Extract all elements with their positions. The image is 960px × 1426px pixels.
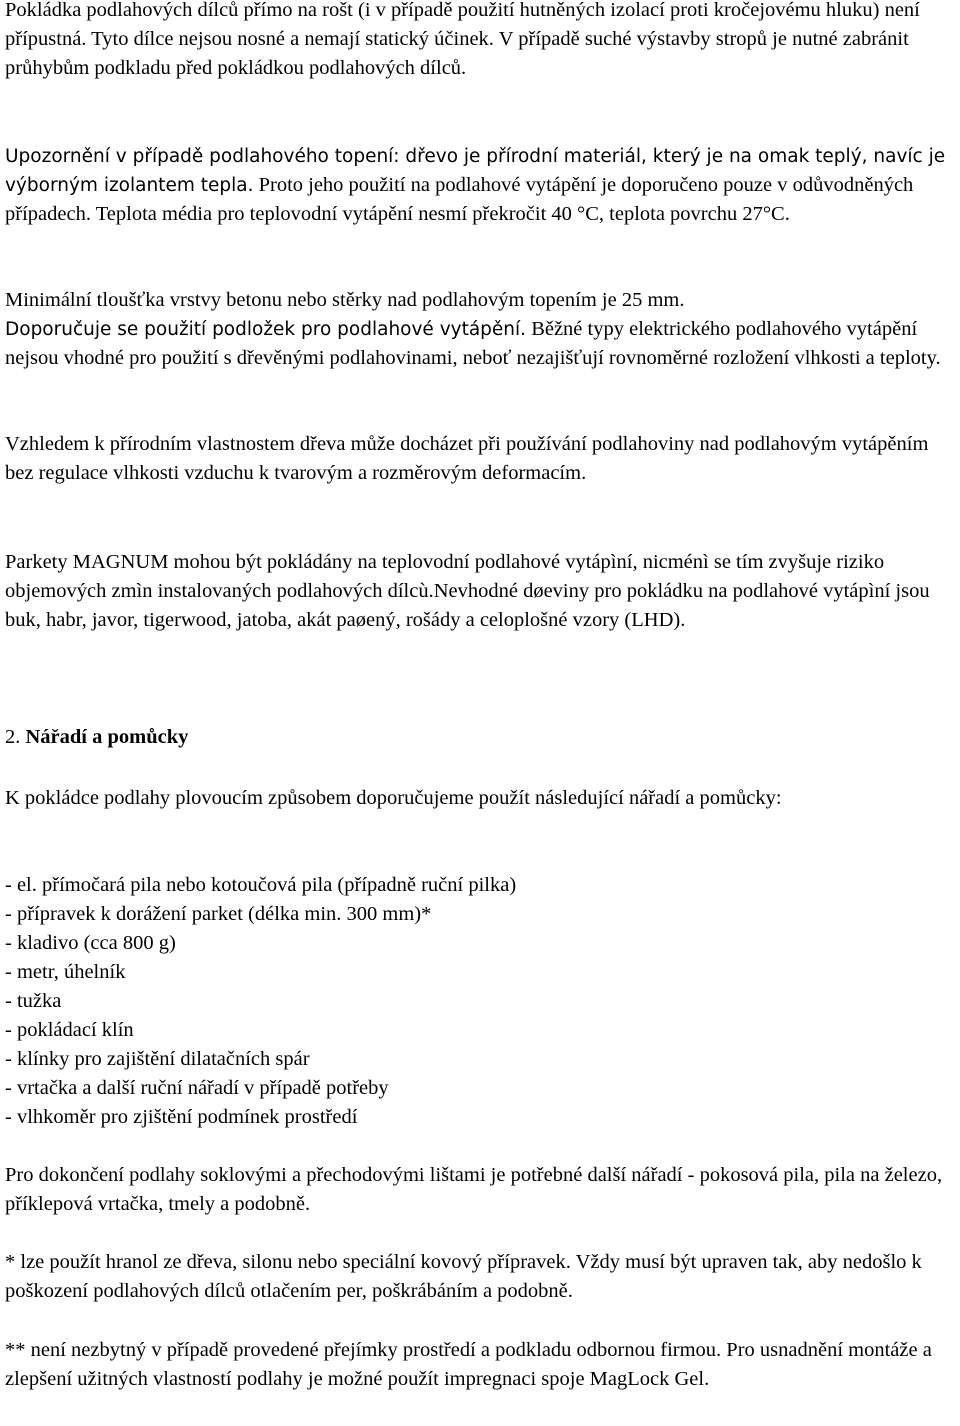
paragraph-floor-heating-warning (5, 142, 955, 229)
electric-heating-text: Běžné typy elektrického podlahového vytápění nejsou vhodné pro použití s dřevěnými podlahovinami, neboť nezajišťují rovnoměrné rozložení vlhkosti a teploty. (5, 318, 941, 369)
floor-heating-warning-text: Upozornění v případě podlahového topení: dřevo je přírodní materiál, který je na omak teplý, navíc je výborným izolantem tepla. (5, 146, 946, 196)
paragraph-subfloor-text: Pokládka podlahových dílců přímo na rošt (i v případě použití hutněných izolací proti kročejovému hluku) není přípustná. Tyto dílce nejsou nosné a nemají statický účinek. V případě suché výstavby stropů je nutné zabránit průhybům podkladu před pokládkou podlahových dílců. (5, 0, 920, 79)
section-title: Nářadí a pomůcky (25, 726, 189, 748)
paragraph-magnum-parquet: Parkety MAGNUM mohou být pokládány na teplovodní podlahové vytápìní, nicménì se tím zvyšuje riziko objemových zmìn instalovaných podlahových dílcù.Nevhodné døeviny pro pokládku na podlahové vytápìní jsou buk, habr, javor, tigerwood, jatoba, akát paøený, rošády a celoplošné vzory (LHD). (5, 551, 930, 631)
list-item: - vlhkoměr pro zjištění podmínek prostředí (5, 1106, 358, 1128)
list-item: - pokládací klín (5, 1019, 134, 1041)
footnote-single-asterisk: * lze použít hranol ze dřeva, silonu nebo speciální kovový přípravek. Vždy musí být upraven tak, aby nedošlo k poškození podlahových dílců otlačením per, poškrábáním a podobně. (5, 1251, 922, 1302)
section-heading-tools (5, 723, 955, 752)
paragraph-finishing-tools: Pro dokončení podlahy soklovými a přechodovými lištami je potřebné další nářadí - pokosová pila, pila na železo, příklepová vrtačka, tmely a podobně. (5, 1164, 943, 1215)
footnote-double-asterisk: ** není nezbytný v případě provedené přejímky prostředí a podkladu odbornou firmou. Pro usnadnění montáže a zlepšení užitných vlastností podlahy je možné použít impregnaci spoje MagLock Gel. (5, 1339, 932, 1390)
paragraph-concrete-thickness (5, 286, 955, 373)
list-item: - metr, úhelník (5, 961, 126, 983)
paragraph-subfloor-installation (5, 0, 955, 83)
list-item: - klínky pro zajištění dilatačních spár (5, 1048, 310, 1070)
concrete-thickness-text: Minimální tloušťka vrstvy betonu nebo stěrky nad podlahovým topením je 25 mm. (5, 289, 685, 311)
tools-list (5, 871, 955, 1132)
section-number: 2. (5, 726, 26, 748)
paragraph-wood-deformation: Vzhledem k přírodním vlastnostem dřeva může docházet při používání podlahoviny nad podlahovým vytápěním bez regulace vlhkosti vzduchu k tvarovým a rozměrovým deformacím. (5, 433, 929, 484)
list-item: - kladivo (cca 800 g) (5, 932, 176, 954)
list-item: - vrtačka a další ruční nářadí v případě potřeby (5, 1077, 389, 1099)
paragraph-tools-intro: K pokládce podlahy plovoucím způsobem doporučujeme použít následující nářadí a pomůcky: (5, 787, 782, 809)
list-item: - přípravek k dorážení parket (délka min. 300 mm)* (5, 903, 432, 925)
list-item: - el. přímočará pila nebo kotoučová pila (případně ruční pilka) (5, 874, 517, 896)
floor-heating-recommendation-text: Proto jeho použití na podlahové vytápění je doporučeno pouze v odůvodněných případech. Teplota média pro teplovodní vytápění nesmí překročit 40 °C, teplota povrchu 27°C. (5, 174, 914, 225)
list-item: - tužka (5, 990, 62, 1012)
underlay-recommendation-text: Doporučuje se použití podložek pro podlahové vytápění. (5, 319, 527, 340)
